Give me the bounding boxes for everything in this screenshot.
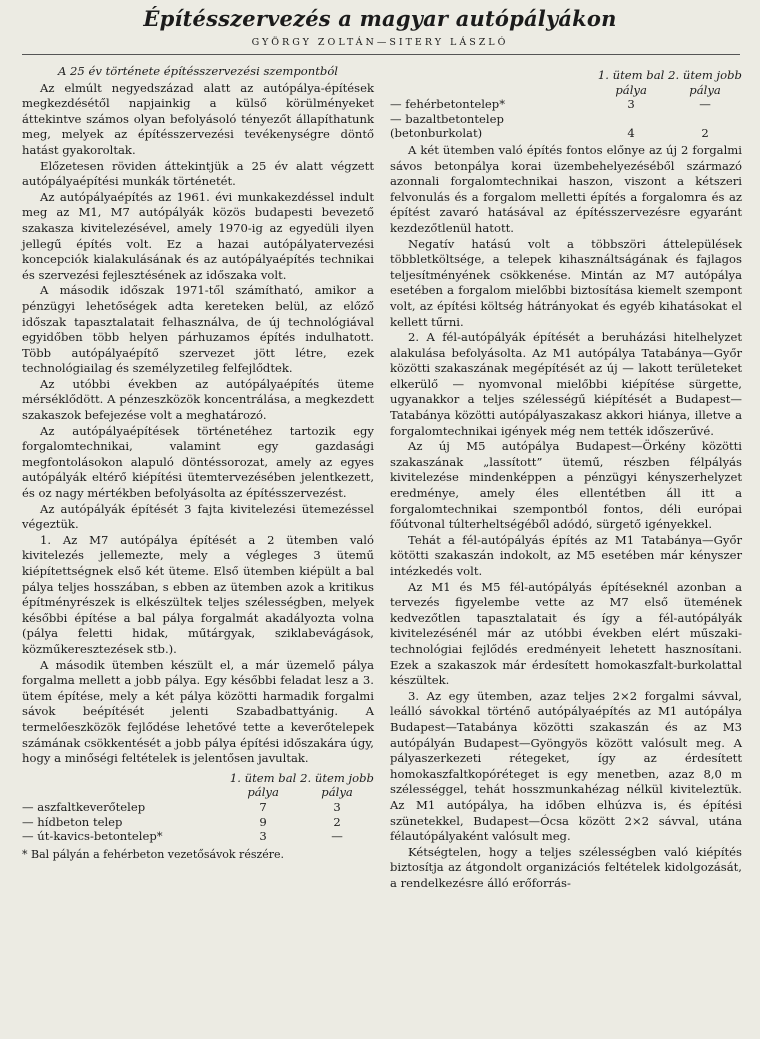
article-title: Építésszervezés a magyar autópályákon	[143, 6, 617, 31]
table-row	[22, 800, 374, 815]
section-subtitle: A 25 év története építésszervezési szempontból	[57, 64, 339, 78]
paragraph: 3. Az egy ütemben, azaz teljes 2×2 forgalmi sávval, leálló sávokkal történő autópályaépítés az M1 autópálya Budapest—Tatabánya közötti szakaszán és az M3 autópályán Budapest—Gyöngyös között valósult meg. A pályaszerkezeti rétegeket, így az érdesített homokaszfaltkopóréteget is egy menetben, azaz 8,0 m szélességgel, tehát hosszmunkahézag nélkül kiviteleztük. Az M1 autópálya, ha időben elhúzva is, és építési szünetekkel, Budapest—Ócsa között 2×2 sávval, utána félautópályaként valósult meg.	[390, 688, 742, 844]
table-row	[390, 112, 742, 141]
table-cell: — fehérbetontelep*	[390, 97, 505, 112]
plants-table-left	[22, 771, 374, 844]
paragraph: Az autópályák építését 3 fajta kivitelezési ütemezéssel végeztük.	[22, 501, 374, 532]
table-cell: 2	[701, 126, 709, 141]
paragraph: A második ütemben készült el, a már üzemelő pálya forgalma mellett a jobb pálya. Egy későbbi feladat lesz a 3. ütem építése, mely a két pálya közötti harmadik forgalmi sávok beépítését jelenti Szabadbattyánig. A termelőeszközök fejlődése lehetővé tette a keverőtelepek számának csökkentését a jobb pálya építési időszakára úgy, hogy a minőségi feltételek is jelentősen javultak.	[22, 657, 374, 766]
paragraph: Az M1 és M5 fél-autópályás építéseknél azonban a tervezés figyelembe vette az M7 első ütemének kedvezőtlen tapasztalatait és így a fél-autópályák kivitelezésénél már az utóbbi években elért műszaki-technológiai fejlődés eredményeit lehetett hasznosítani. Ezek a szakaszok már érdesített homokaszfalt-burkolattal készültek.	[390, 579, 742, 688]
right-column	[390, 64, 742, 891]
paragraph: Az elmúlt negyedszázad alatt az autópálya-építések megkezdésétől napjainkig a külső körülményeket áttekintve számos olyan befolyásoló tényezőt állapíthatunk meg, melyek az építésszervezési tevékenységre döntő hatást gyakoroltak.	[22, 80, 374, 157]
footnote: * Bal pályán a fehérbeton vezetősávok részére.	[22, 847, 285, 861]
table-header: 1. ütem bal pálya	[597, 68, 665, 97]
paragraph: Kétségtelen, hogy a teljes szélességben való kiépítés biztosítja az átgondolt organizációs feltételek kidolgozását, a rendelkezésre álló erőforrás-	[390, 844, 742, 890]
paragraph: Negatív hatású volt a többszöri áttelepülések többletköltsége, a telepek kihasználtságának és fajlagos teljesítményének csökkenése. Mintán az M7 autópálya esetében a forgalom mielőbbi biztosítása kiemelt szempont volt, az építési költség hátrányokat és egyéb kihatásokat el kellett tűrni.	[390, 236, 742, 329]
paragraph: 2. A fél-autópályák építését a beruházási hitelhelyzet alakulása befolyásolta. Az M1 autópálya Tatabánya—Győr közötti szakaszának megépítését az új — lakott területeket elkerülő — nyomvonal mielőbbi kiépítése sürgette, ugyanakkor a teljes szélességű kiépítését a Budapest—Tatabánya közötti autópályaszakasz akkori hiánya, illetve a forgalomtechnikai igények még nem tették időszerűvé.	[390, 330, 742, 438]
table-row	[22, 815, 374, 830]
table-row	[390, 97, 742, 112]
paragraph: Előzetesen röviden áttekintjük a 25 év alatt végzett autópályaépítési munkák történetét.	[22, 158, 374, 189]
table-cell: 3	[259, 829, 267, 844]
table-cell: — aszfaltkeverőtelep	[22, 799, 146, 814]
table-cell: — út-kavics-betontelep*	[22, 829, 163, 844]
table-header: 2. ütem jobb pálya	[300, 770, 374, 800]
table-cell: — hídbeton telep	[22, 814, 123, 829]
paragraph: A két ütemben való építés fontos előnye az új 2 forgalmi sávos betonpálya korai üzembehelyezéséből származó azonnali forgalomtechnikai haszon, viszont a kétszeri felvonulás és a forgalom melletti építés a forgalomra és az építést zavaró hatásával az építésszervezésre egyaránt kezdezőtlenül hatott.	[390, 142, 742, 235]
paragraph: Az autópályaépítések történetéhez tartozik egy forgalomtechnikai, valamint egy gazdasági megfontolásokon alapuló döntéssorozat, amely az egyes autópályák eltérő kiépítési ütemtervezésében jelentkezett, és oz nagy mértékben befolyásolta az építésszervezést.	[22, 423, 374, 501]
left-column	[22, 64, 374, 862]
table-cell: 7	[259, 799, 267, 814]
article-authors: GYÖRGY ZOLTÁN—SITERY LÁSZLÓ	[251, 37, 509, 48]
table-cell: —	[331, 829, 343, 844]
table-row	[22, 829, 374, 844]
table-cell: 4	[627, 126, 635, 141]
table-cell: — bazaltbetontelep (betonburkolat)	[390, 111, 504, 141]
paragraph: Az autópályaépítés az 1961. évi munkakezdéssel indult meg az M1, M7 autópályák közös budapesti bevezető szakasza kivitelezésével, amely 1970-ig az egyedüli ilyen jellegű építés volt. Ez a hazai autópályatervezési koncepciók kialakulásának és az autópályaépítés technikai és szervezési fejlesztésének az időszaka volt.	[22, 189, 374, 282]
paragraph: Az új M5 autópálya Budapest—Örkény közötti szakaszának „lassított” ütemű, részben félpályás kivitelezése mindenképpen a pénzügyi kényszerhelyzet eredménye, amely éles ellentétben áll itt a forgalomtechnikai szempontból fontos, déli európai főútvonal túlterheltségéből adódó, sürgető igényekkel.	[390, 439, 742, 532]
header-rule	[22, 54, 740, 55]
table-cell: —	[699, 97, 711, 112]
table-cell: 2	[333, 814, 341, 829]
paragraph: 1. Az M7 autópálya építését a 2 ütemben való kivitelezés jellemezte, mely a végleges 3 ütemű kiépítettségnek első két üteme. Első ütemben kiépült a bal pálya teljes hosszában, s ebben az ütemben azok a kritikus építményrészek is elkészültek teljes szélességben, melyek későbbi építése a bal pálya forgalmát akadályozta volna (pálya feletti hidak, műtárgyak, sziklabevágások, közműkeresztezések stb.).	[22, 532, 374, 656]
table-header: 1. ütem bal pálya	[229, 770, 297, 800]
paragraph: A második időszak 1971-től számítható, amikor a pénzügyi lehetőségek adta kereteken belül, az előző időszak tapasztalatait felhasználva, de új technológiával egyidőben több helyen párhuzamos építés indulhatott. Több autópályaépítő szervezet jött létre, ezek technológiailag és személyzetileg felfejlődtek.	[22, 283, 374, 376]
table-cell: 9	[259, 814, 267, 829]
table-cell: 3	[333, 799, 341, 814]
paragraph: Az utóbbi években az autópályaépítés üteme mérséklődött. A pénzeszközök koncentrálása, a megkezdett szakaszok befejezése volt a meghatározó.	[22, 376, 374, 423]
table-cell: 3	[627, 97, 635, 112]
plants-table-right	[390, 68, 742, 141]
paragraph: Tehát a fél-autópályás építés az M1 Tatabánya—Győr kötötti szakaszán indokolt, az M5 esetében már kényszer intézkedés volt.	[390, 532, 742, 578]
table-header: 2. ütem jobb pálya	[668, 68, 742, 97]
